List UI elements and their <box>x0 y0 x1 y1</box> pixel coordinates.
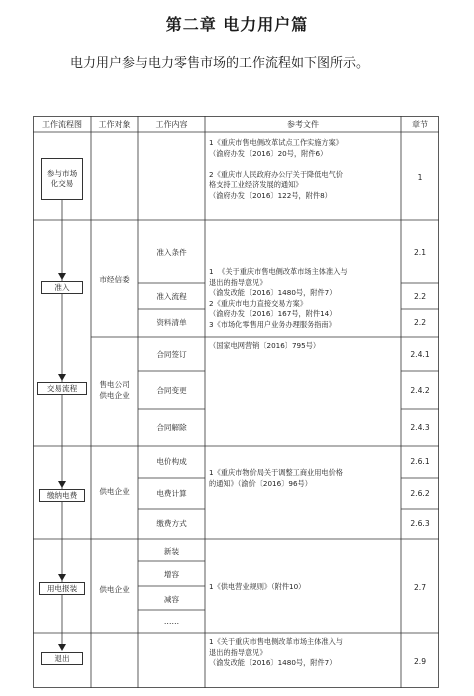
refs-install: 1《供电营业规则》（附件10） <box>209 582 306 591</box>
content-capacity-down: 减容 <box>163 595 180 604</box>
content-price-composition: 电价构成 <box>156 457 187 466</box>
flow-step-trade: 交易流程 <box>37 382 87 395</box>
header-party: 工作对象 <box>98 120 131 129</box>
content-contract-cancel: 合同解除 <box>156 423 187 432</box>
flow-step-access: 准入 <box>41 281 83 294</box>
section-cell: 2.7 <box>413 583 427 592</box>
header-content: 工作内容 <box>155 120 188 129</box>
section-cell: 2.6.1 <box>410 457 430 466</box>
chapter-title: 第二章 电力用户篇 <box>165 15 309 34</box>
section-cell: 2.1 <box>413 248 427 257</box>
section-cell: 2.4.1 <box>410 350 430 359</box>
flow-step-fee: 缴纳电费 <box>39 489 85 502</box>
intro-paragraph: 电力用户参与电力零售市场的工作流程如下图所示。 <box>70 56 370 71</box>
section-cell: 2.2 <box>413 292 427 301</box>
refs-market: 1《重庆市售电侧改革试点工作实施方案》 （渝府办发〔2016〕20号，附件6） 2《重庆市人民政府办公厅关于降低电气价 格支持工业经济发展的通知》 （渝府办发〔2016〕122号，附件8） <box>209 138 343 200</box>
section-cell: 2.2 <box>413 318 427 327</box>
section-cell: 2.6.2 <box>410 489 430 498</box>
content-capacity-up: 增容 <box>163 570 180 579</box>
content-contract-change: 合同变更 <box>156 386 187 395</box>
refs-access-trade: 1 《关于重庆市售电侧改革市场主体准入与 退出的指导意见》 （渝发改能〔2016〕1480号，附件7） 2《重庆市电力直接交易方案》 （渝府办发〔2016〕167号，附件14） 3《市场化零售用户业务办理服务指南》 （国家电网营销〔2016〕795号） <box>209 267 348 350</box>
flow-step-install: 用电报装 <box>39 582 85 595</box>
content-more: …… <box>163 617 180 626</box>
workflow-table <box>33 116 439 688</box>
content-contract-sign: 合同签订 <box>156 350 187 359</box>
section-cell: 2.6.3 <box>410 519 430 528</box>
content-new-install: 新装 <box>163 547 180 556</box>
table-grid <box>33 116 439 688</box>
section-cell: 2.9 <box>413 657 427 666</box>
content-access-process: 准入流程 <box>156 292 187 301</box>
header-section: 章节 <box>412 120 428 129</box>
content-access-conditions: 准入条件 <box>156 248 187 257</box>
section-cell: 2.4.3 <box>410 423 430 432</box>
party-fee: 供电企业 <box>99 487 130 496</box>
flow-step-exit: 退出 <box>41 652 83 665</box>
section-cell: 2.4.2 <box>410 386 430 395</box>
header-refs: 参考文件 <box>287 120 319 129</box>
party-trade: 售电公司 供电企业 <box>99 380 130 400</box>
section-cell: 1 <box>417 173 423 182</box>
content-fee-calc: 电费计算 <box>156 489 187 498</box>
party-install: 供电企业 <box>99 585 130 594</box>
content-materials: 资料清单 <box>156 318 187 327</box>
refs-exit: 1《关于重庆市售电侧改革市场主体准入与 退出的指导意见》 （渝发改能〔2016〕1480号，附件7） <box>209 637 343 667</box>
flow-step-market: 参与市场 化交易 <box>41 158 83 200</box>
header-flow: 工作流程图 <box>42 120 82 129</box>
refs-fee: 1《重庆市物价局关于调整工商业用电价格 的通知》（渝价〔2016〕96号） <box>209 468 343 488</box>
party-access: 市经信委 <box>99 275 130 284</box>
content-payment: 缴费方式 <box>156 519 187 528</box>
